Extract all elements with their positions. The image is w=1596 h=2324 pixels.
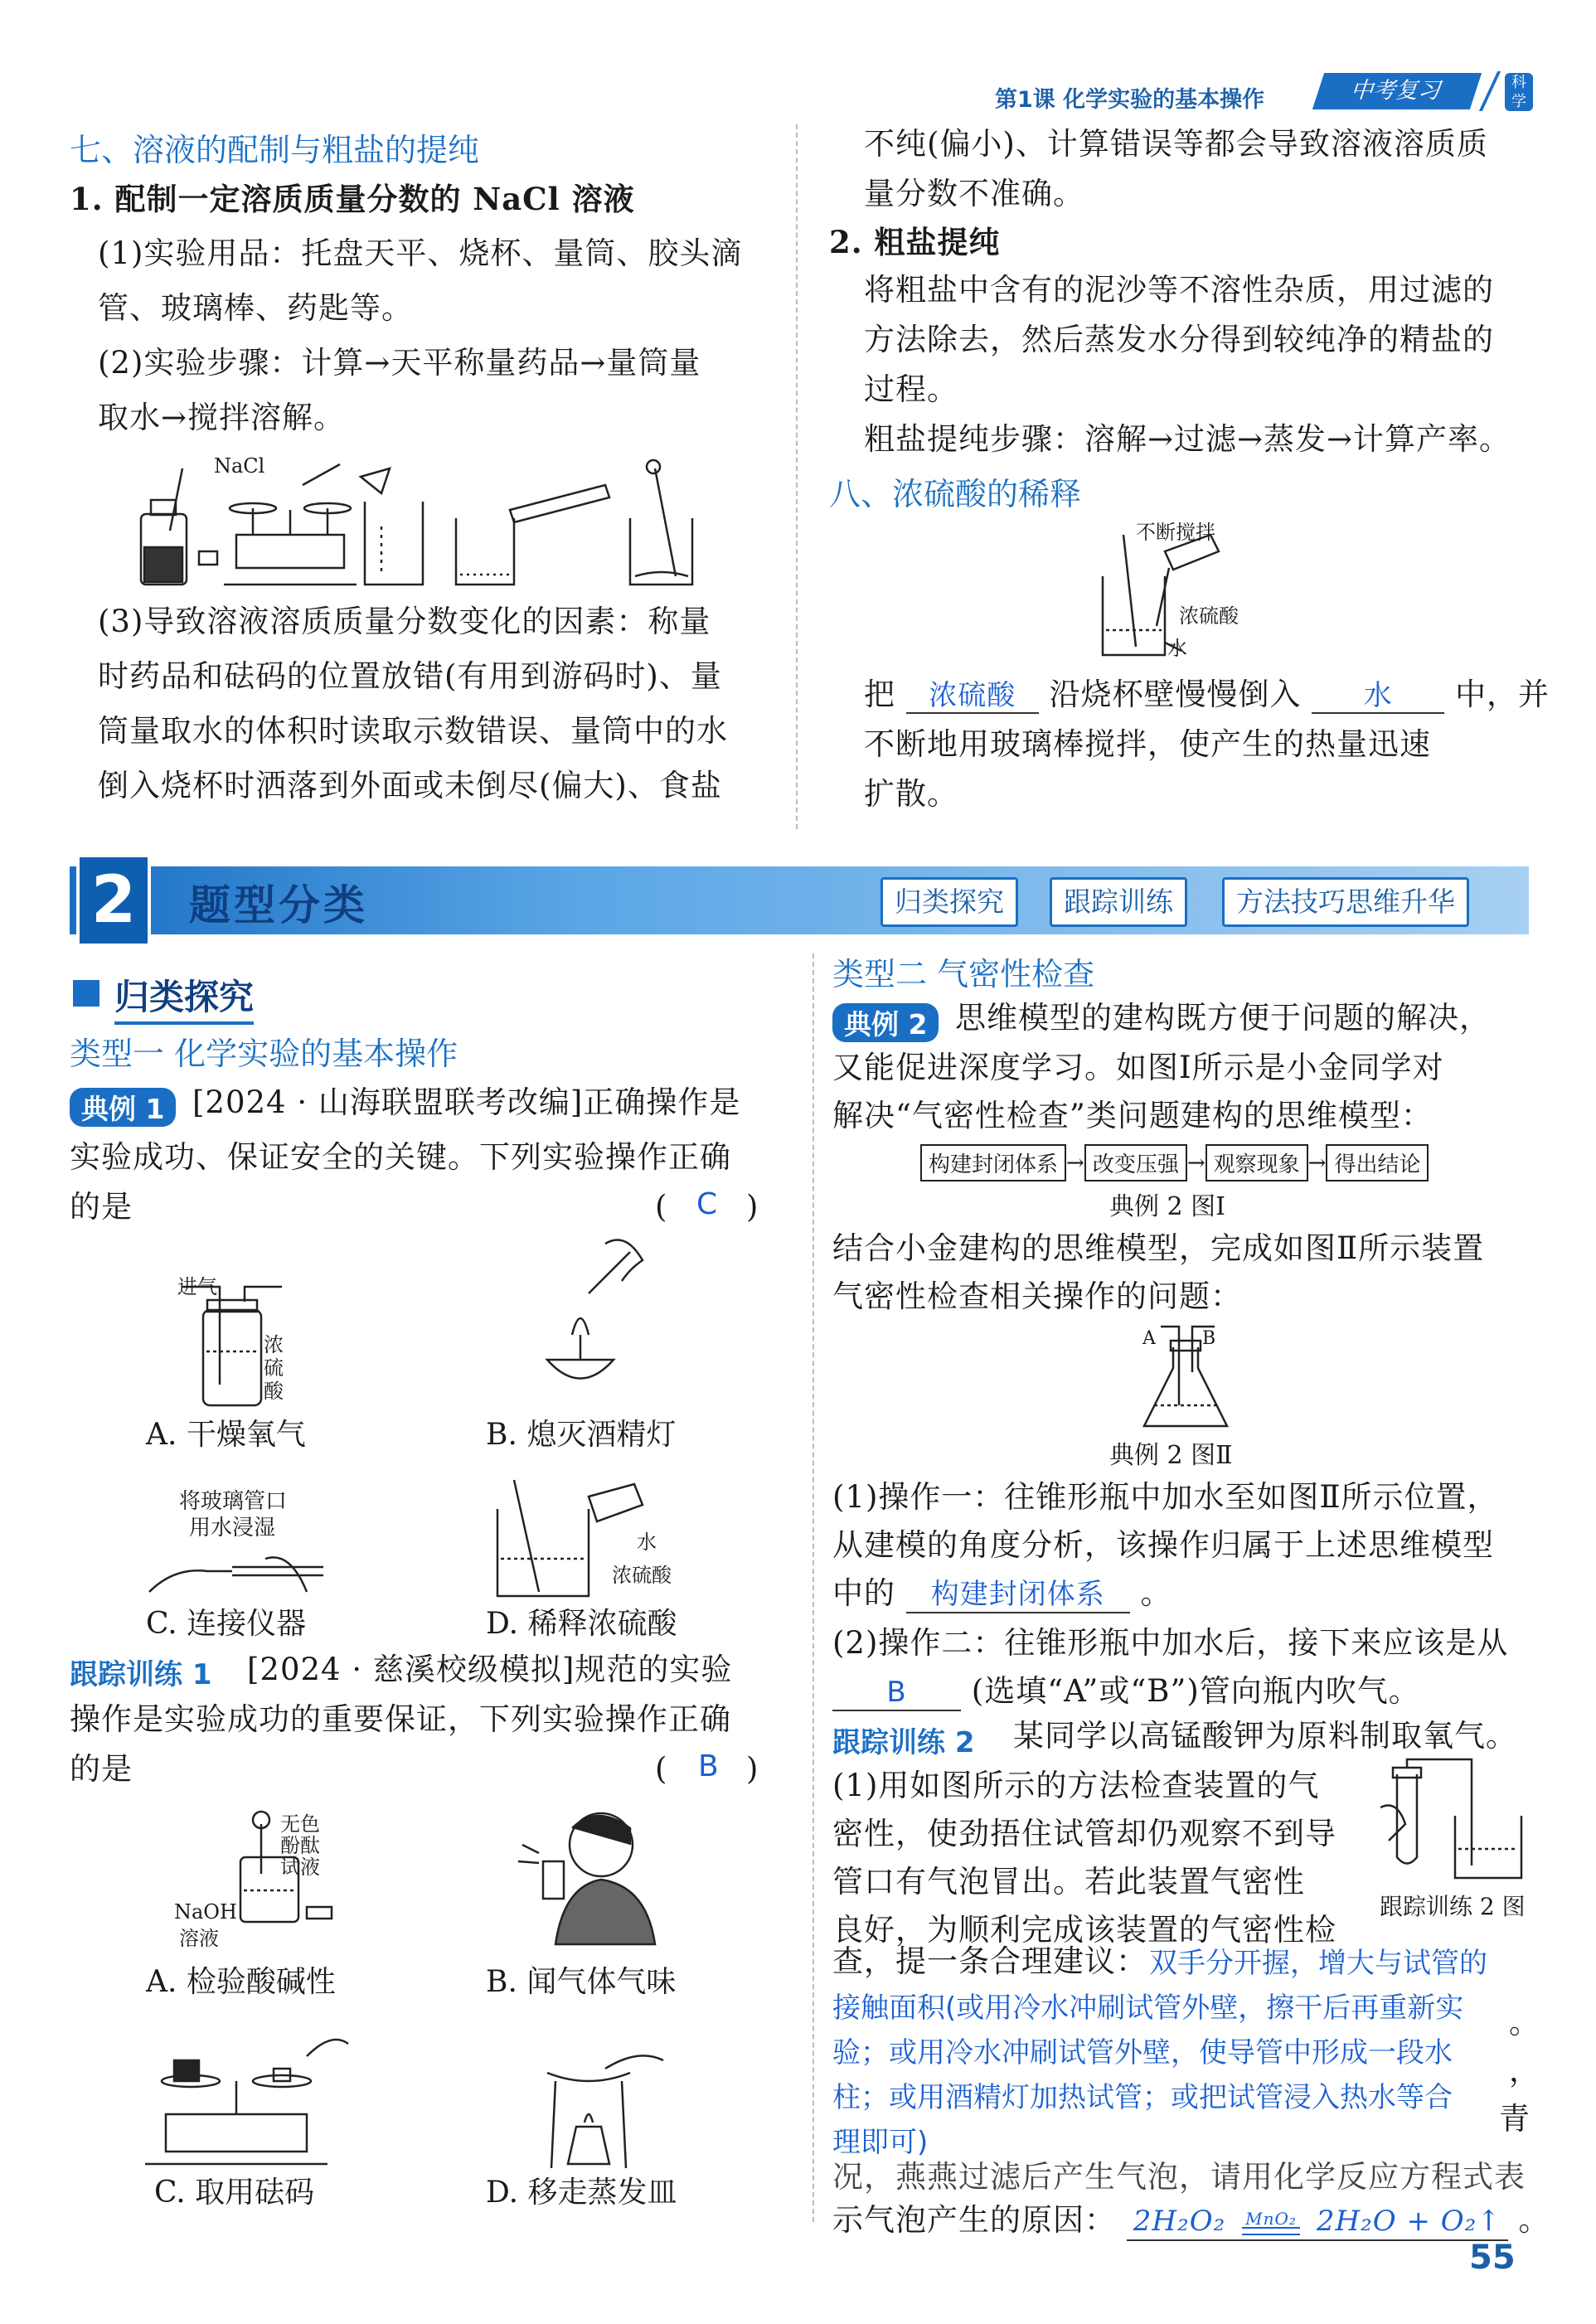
ex2-line4: 结合小金建构的思维模型，完成如图Ⅱ所示装置 [832,1230,1485,1266]
banner-btn-2[interactable]: 跟踪训练 [1050,877,1187,927]
ex2-line3: 解决“气密性检查”类问题建构的思维模型： [832,1098,1433,1133]
q1-pre: 中的 [832,1575,895,1611]
caption-2D: D. 移走蒸发皿 [486,2176,677,2210]
ex1-answer: C [696,1187,718,1221]
ex1-line2: 实验成功、保证安全的关键。下列实验操作正确 [70,1139,731,1175]
tr1-line2: 操作是实验成功的重要保证，下列实验操作正确 [70,1701,731,1737]
q1-answer: 构建封闭体系 [906,1577,1130,1613]
fill-answer-1: 浓硫酸 [906,679,1039,714]
figA-in-label: 进气 [177,1275,217,1298]
figA-acid-label: 浓硫酸 [264,1333,284,1403]
equation [1127,2203,1508,2241]
q2-answer: B [832,1675,961,1711]
caption-2B: B. 闻气体气味 [486,1965,677,1999]
fill-pre: 把 [864,677,895,712]
t2-pre: 示气泡产生的原因： [832,2202,1116,2238]
column-divider-top [796,124,798,829]
header-subject-badge: 科学 [1505,73,1533,111]
eq-right: 2H₂O + O₂↑ [1316,2205,1501,2238]
caption-A: A. 干燥氧气 [146,1418,306,1452]
banner-btn-1[interactable]: 归类探究 [880,877,1018,927]
fill-line3: 扩散。 [864,776,958,812]
p3-line3: 筒量取水的体积时读取示数错误、量筒中的水 [98,713,728,749]
p1-line1: (1)实验用品：托盘天平、烧杯、量筒、胶头滴 [98,235,743,271]
figD-acid-label: 浓硫酸 [612,1564,672,1587]
fig2A-sol: 溶液 [179,1927,219,1950]
t1-answer-5: 理即可) [832,2126,929,2159]
fig-nacl-label: NaCl [214,454,265,478]
q1-post: 。 [1140,1575,1172,1611]
q2-line1: (2)操作二：往锥形瓶中加水后，接下来应该是从 [832,1625,1509,1661]
caption-B: B. 熄灭酒精灯 [486,1418,677,1452]
ex1-paren-left: ( [655,1189,668,1225]
tr1-paren-right: ) [746,1751,759,1787]
tr2-fig-caption: 跟踪训练 2 图 [1380,1893,1526,1920]
q2-line2 [832,1667,1420,1716]
tr2-line1: 某同学以高锰酸钾为原料制取氧气。 [1013,1718,1517,1754]
s2-line2: 方法除去，然后蒸发水分得到较纯净的精盐的 [864,322,1494,357]
fig-extinguish-lamp [522,1235,655,1401]
fig-move-dish [531,2023,672,2172]
fig-connect-apparatus [141,1534,332,1608]
header-divider [1479,71,1501,111]
t1-line4: 良好，为顺利完成该装置的气密性检 [832,1912,1336,1948]
fig-smell-gas [514,1803,663,1948]
p1-line2: 管、玻璃棒、药匙等。 [98,290,413,326]
fill-post: 中，并 [1455,677,1550,712]
q2-post: (选填“A”或“B”)管向瓶内吹气。 [971,1673,1420,1709]
t1-line2: 密性，使劲捂住试管却仍观察不到导 [832,1816,1336,1851]
caption-D: D. 稀释浓硫酸 [486,1607,677,1641]
fig-acid-label: 浓硫酸 [1179,604,1239,628]
t1-line5: 查，提一条合理建议： [832,1943,1147,1979]
type2-title: 类型二 气密性检查 [832,956,1095,992]
header-tag: 中考复习 [1312,73,1482,109]
t2-line1: 况，燕燕过滤后产生气泡，请用化学反应方程式表 [832,2159,1526,2195]
t2-end: 。 [1518,2202,1550,2238]
eq-left: 2H₂O₂ [1133,2205,1226,2238]
heading-square-icon [73,980,99,1007]
section8-title: 八、浓硫酸的稀释 [829,476,1082,512]
p3-line2: 时药品和砝码的位置放错(有用到游码时)、量 [98,658,722,694]
q1-line3 [832,1569,1172,1618]
fig2A-naoh: NaOH [174,1900,237,1924]
flow-arrow-1: → [1066,1150,1084,1176]
fig2A-l2: 酚酞 [280,1834,320,1857]
fig1-caption: 典例 2 图Ⅰ [1109,1192,1226,1221]
column-divider-bottom [813,953,814,2222]
header-lesson: 第1课 化学实验的基本操作 [995,87,1265,113]
tr1-answer: B [698,1749,719,1783]
figC-note-2: 用水浸湿 [189,1516,276,1540]
fig2-label-B: B [1202,1328,1216,1349]
flow-step-2: 改变压强 [1084,1144,1187,1181]
tr1-line1: [2024 · 慈溪校级模拟]规范的实验 [247,1652,733,1687]
fig2-caption: 典例 2 图Ⅱ [1109,1441,1233,1470]
s2-line3: 过程。 [864,371,958,407]
fill-blank-sentence [864,670,1550,720]
caption-C: C. 连接仪器 [146,1607,307,1641]
fig-take-weight [141,2023,357,2172]
t2-line2 [832,2195,1550,2245]
fill-answer-2: 水 [1312,679,1444,714]
ex2-line5: 气密性检查相关操作的问题： [832,1278,1242,1314]
training2-tag: 跟踪训练 2 [832,1726,975,1759]
ex1-line3: 的是 [70,1189,133,1225]
tr1-paren-left: ( [655,1751,668,1787]
example1-tag: 典例 1 [70,1088,176,1127]
figC-note-1: 将玻璃管口 [179,1489,288,1514]
t1-line1: (1)用如图所示的方法检查装置的气 [832,1768,1320,1803]
s2-line4: 粗盐提纯步骤：溶解→过滤→蒸发→计算产率。 [864,421,1511,457]
t1-end-3: 青 [1499,2101,1531,2137]
fill-mid: 沿烧杯壁慢慢倒入 [1049,677,1302,712]
ex2-line1: 思维模型的建构既方便于问题的解决， [955,1000,1491,1036]
fig-stir-label: 不断搅拌 [1136,521,1215,544]
p3-line1: (3)导致溶液溶质质量分数变化的因素：称量 [98,604,711,639]
ex1-paren-right: ) [746,1189,759,1225]
sub2-title: 2. 粗盐提纯 [829,224,1001,260]
s2-line1: 将粗盐中含有的泥沙等不溶性杂质，用过滤的 [864,272,1494,308]
banner-btn-3[interactable]: 方法技巧思维升华 [1222,877,1469,927]
figD-water-label: 水 [637,1531,657,1554]
t1-end-2: ， [1509,2053,1540,2089]
fig2-label-A: A [1142,1328,1156,1349]
section7-title: 七、溶液的配制与粗盐的提纯 [70,132,480,168]
flow-arrow-3: → [1307,1150,1327,1176]
r-cont-line1: 不纯(偏小)、计算错误等都会导致溶液溶质质 [864,126,1488,162]
flow-arrow-2: → [1186,1150,1205,1176]
p3-line4: 倒入烧杯时洒落到外面或未倒尽(偏大)、食盐 [98,768,722,803]
tr1-line3: 的是 [70,1751,133,1787]
fig2A-l3: 试液 [280,1856,320,1879]
q1-line2: 从建模的角度分析，该操作归属于上述思维模型 [832,1527,1494,1563]
p2-line1: (2)实验步骤：计算→天平称量药品→量筒量 [98,345,701,381]
p2-line2: 取水→搅拌溶解。 [98,400,346,435]
fig2A-l1: 无色 [280,1812,320,1836]
fig-airtight-tube [1380,1758,1538,1882]
ex1-line1: [2024 · 山海联盟联考改编]正确操作是 [192,1084,741,1120]
example2-tag: 典例 2 [832,1003,939,1042]
ex2-line2: 又能促进深度学习。如图Ⅰ所示是小金同学对 [832,1050,1444,1085]
q1-line1: (1)操作一：往锥形瓶中加水至如图Ⅱ所示位置， [832,1479,1499,1515]
t1-answer-3: 验；或用冷水冲刷试管外壁，使导管中形成一段水 [832,2036,1453,2069]
page-number: 55 [1469,2239,1516,2277]
flow-step-1: 构建封闭体系 [920,1144,1066,1181]
banner-title: 题型分类 [189,881,368,929]
training1-tag: 跟踪训练 1 [70,1658,212,1691]
type1-title: 类型一 化学实验的基本操作 [70,1036,458,1072]
r-cont-line2: 量分数不准确。 [864,176,1084,211]
fig-water-label: 水 [1167,637,1187,660]
flow-step-4: 得出结论 [1326,1144,1429,1181]
caption-2C: C. 取用砝码 [154,2176,315,2210]
t1-line3: 管口有气泡冒出。若此装置气密性 [832,1864,1305,1899]
t1-answer-2: 接触面积(或用冷水冲刷试管外壁，擦干后再重新实 [832,1992,1464,2025]
eq-catalyst: MnO₂ [1245,2209,1297,2229]
banner-number: 2 [76,854,151,947]
sub1-title: 1. 配制一定溶质质量分数的 NaCl 溶液 [70,181,635,217]
t1-end-1: 。 [1509,2005,1540,2040]
t1-answer-4: 柱；或用酒精灯加热试管；或把试管浸入热水等合 [832,2081,1453,2114]
caption-2A: A. 检验酸碱性 [146,1965,336,1999]
heading-guilei: 归类探究 [114,970,254,1025]
fill-line2: 不断地用玻璃棒搅拌，使产生的热量迅速 [864,726,1431,762]
flow-step-3: 观察现象 [1205,1144,1308,1181]
t1-answer-1: 双手分开握，增大与试管的 [1149,1947,1487,1980]
thinking-model-flow [920,1144,1429,1181]
